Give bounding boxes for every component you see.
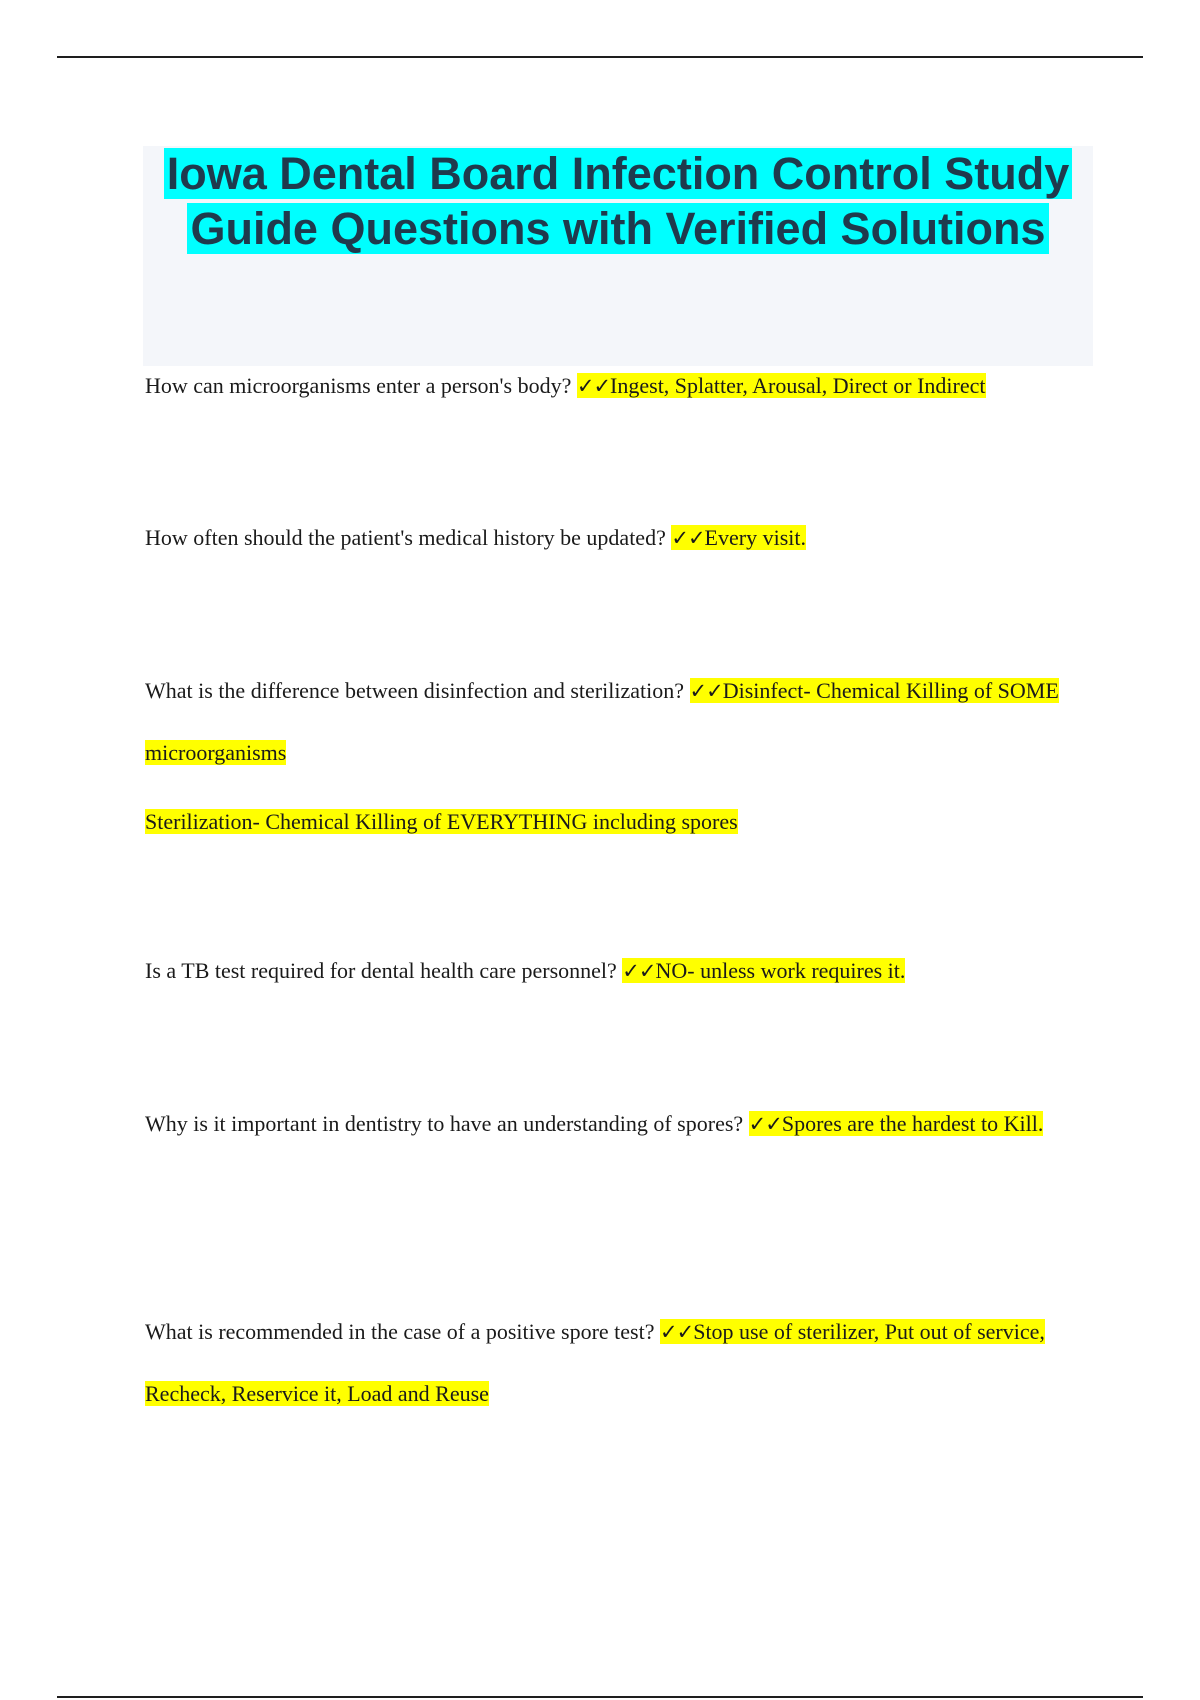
answer-text: Every visit.: [704, 525, 806, 550]
check-mark-icon: ✓✓: [622, 959, 656, 983]
bottom-rule: [57, 1696, 1143, 1698]
qa-item-3: [145, 660, 1105, 783]
answer-text: NO- unless work requires it.: [655, 958, 906, 983]
check-mark-icon: ✓✓: [576, 374, 611, 398]
answer-text: Disinfect- Chemical Killing of SOME microorganisms: [145, 678, 1059, 765]
question-text: How often should the patient's medical history be updated?: [145, 525, 666, 550]
check-mark-icon: ✓✓: [748, 1112, 782, 1136]
answer-text: Ingest, Splatter, Arousal, Direct or Indirect: [610, 373, 986, 398]
qa-item-6: [145, 1301, 1105, 1424]
question-text: Why is it important in dentistry to have an understanding of spores?: [145, 1111, 744, 1136]
question-text: How can microorganisms enter a person's body?: [145, 373, 572, 398]
qa-item-4: [145, 940, 1105, 1002]
check-mark-icon: ✓✓: [689, 679, 723, 703]
check-mark-icon: ✓✓: [671, 526, 705, 550]
question-text: What is the difference between disinfection and sterilization?: [145, 678, 684, 703]
check-mark-icon: ✓✓: [660, 1320, 694, 1344]
qa-item-3-continuation: [145, 807, 738, 837]
question-text: Is a TB test required for dental health care personnel?: [145, 958, 617, 983]
answer-highlight: [749, 1111, 1044, 1136]
top-rule: [57, 56, 1143, 58]
answer-highlight: [671, 525, 806, 550]
answer-highlight: [622, 958, 905, 983]
qa-item-2: [145, 507, 1105, 569]
qa-item-1: [145, 355, 1105, 417]
document-title: Iowa Dental Board Infection Control Study Guide Questions with Verified Solutions: [143, 146, 1093, 256]
question-text: What is recommended in the case of a positive spore test?: [145, 1319, 655, 1344]
answer-highlight: [577, 373, 986, 398]
answer-text: Spores are the hardest to Kill.: [781, 1111, 1044, 1136]
answer-text: Stop use of sterilizer, Put out of service, Recheck, Reservice it, Load and Reuse: [145, 1319, 1045, 1406]
qa-item-5: [145, 1093, 1105, 1155]
answer-extra-text: Sterilization- Chemical Killing of EVERYTHING including spores: [145, 809, 738, 834]
